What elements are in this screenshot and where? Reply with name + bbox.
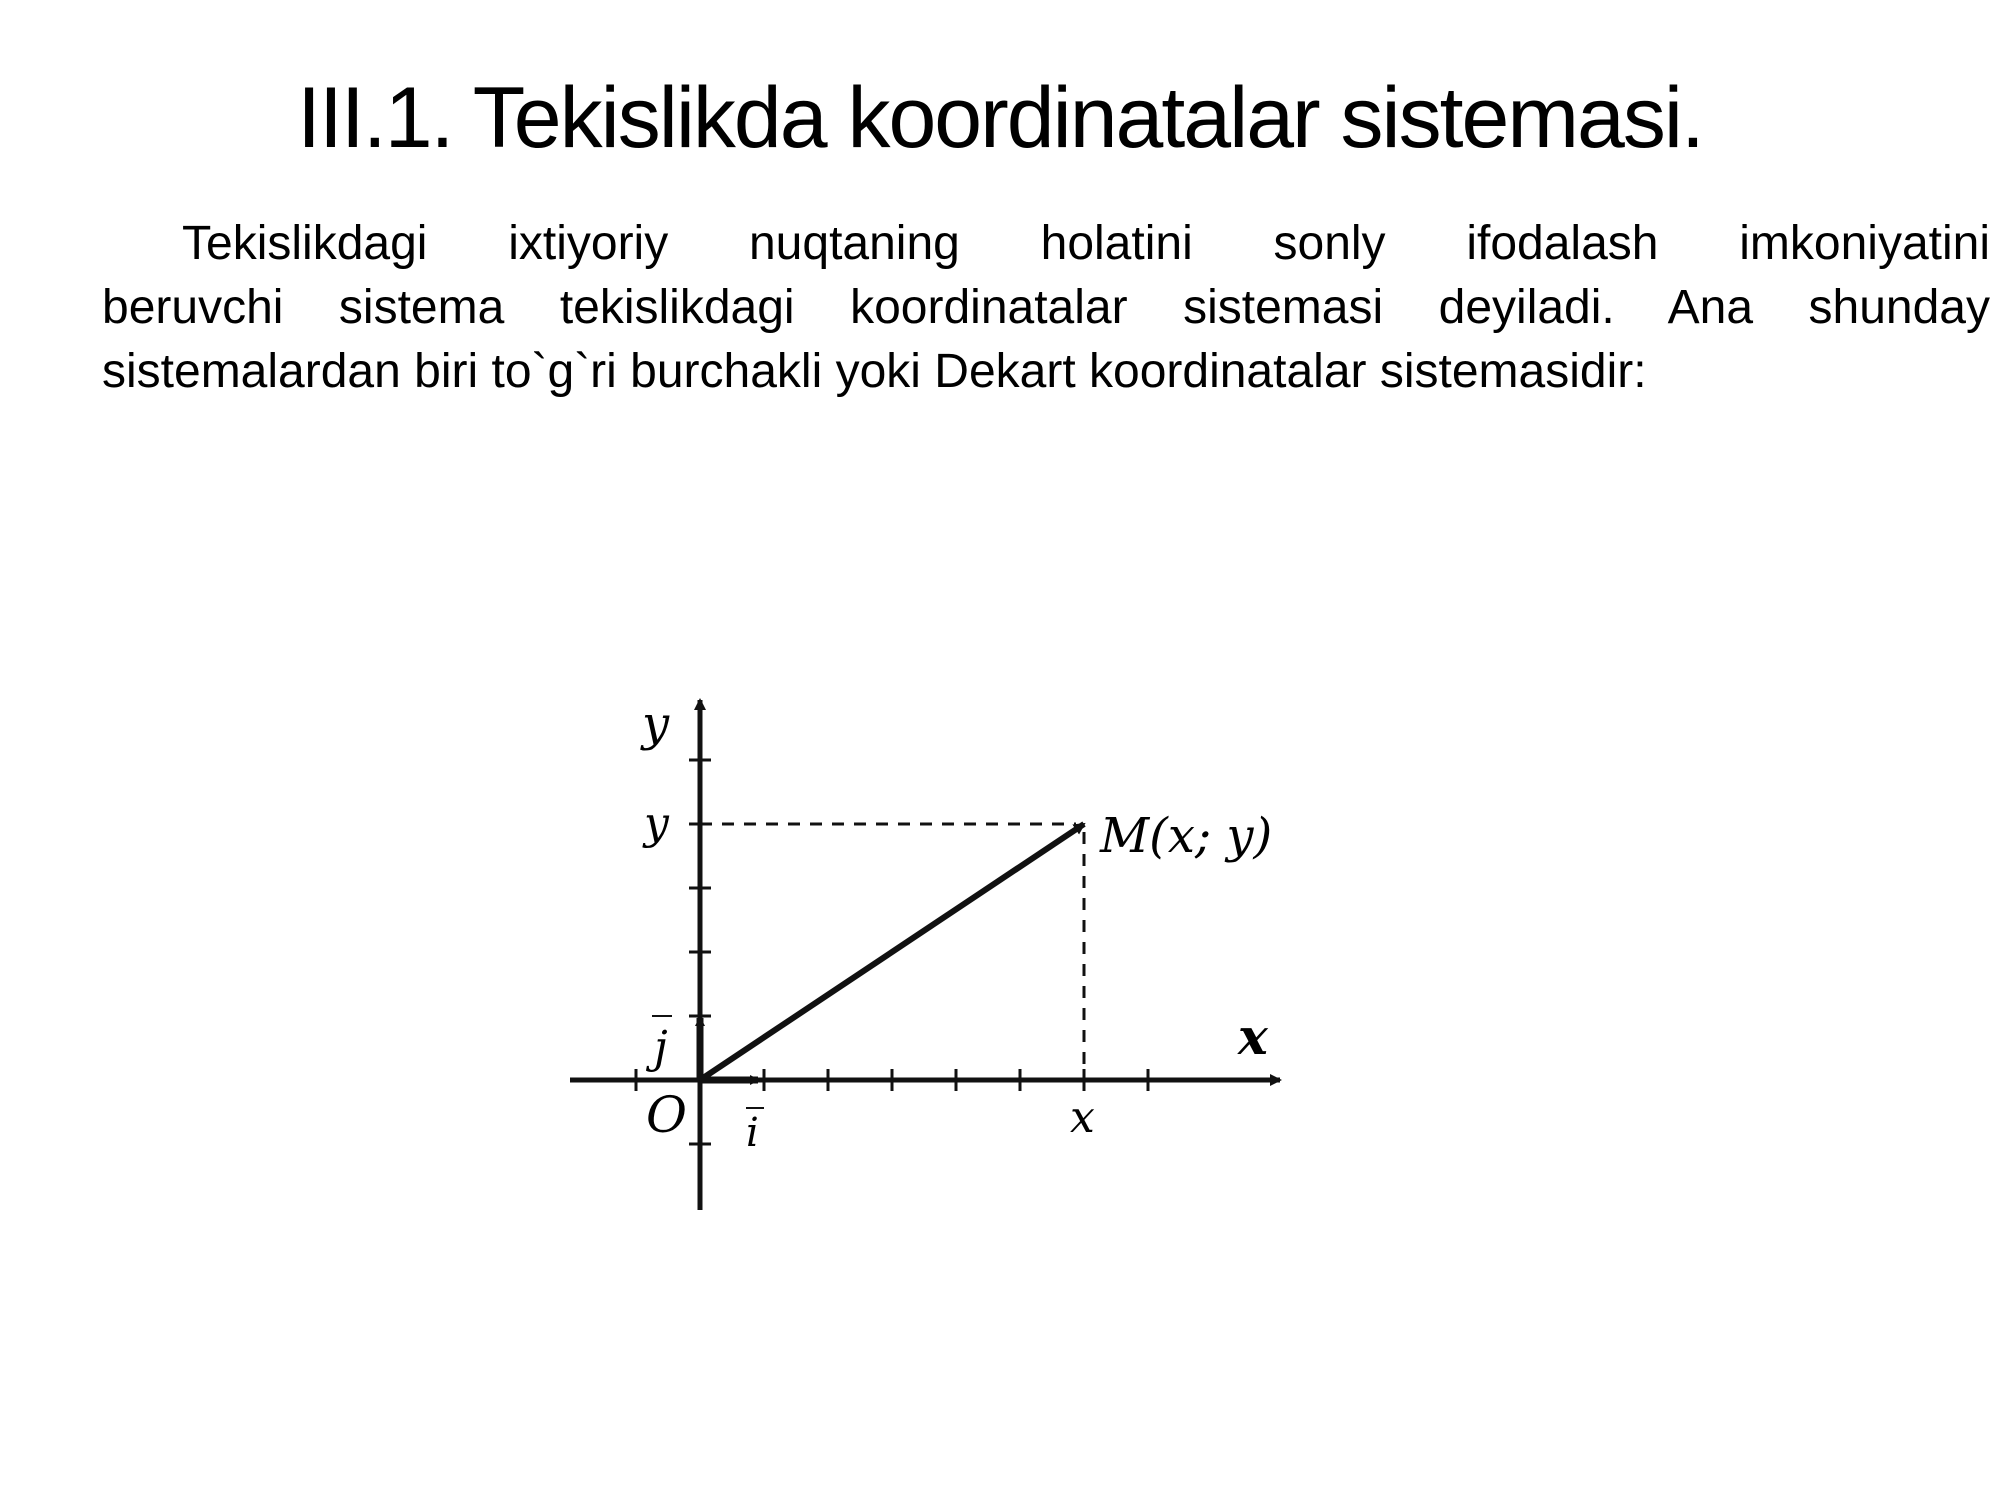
radius-vector-om [700, 824, 1084, 1080]
y-value-label: y [644, 798, 669, 849]
unit-j-label: j [654, 1022, 668, 1073]
x-axis-label: x [1238, 1007, 1268, 1066]
coordinate-system-diagram [560, 680, 1360, 1240]
paragraph-line-3: sistemalardan biri to`g`ri burchakli yoki Dekart koordinatalar sistemasidir: [102, 345, 1647, 398]
paragraph-line-2: beruvchi sistema tekislikdagi koordinatalar sistemasi deyiladi. Ana shunday [102, 281, 1990, 334]
x-value-label: x [1070, 1092, 1095, 1143]
unit-i-label: i [746, 1110, 759, 1156]
coordinate-plane-svg [560, 680, 1360, 1240]
slide-paragraph [102, 212, 1990, 404]
paragraph-line-1: Tekislikdagi ixtiyoriy nuqtaning holatini sonly ifodalash imkoniyatini [182, 217, 1990, 270]
point-m-label: M(x; y) [1100, 808, 1273, 864]
origin-label: O [646, 1086, 687, 1144]
y-axis-label: y [642, 696, 670, 752]
slide-title: III.1. Tekislikda koordinatalar sistemasi. [297, 70, 1703, 166]
